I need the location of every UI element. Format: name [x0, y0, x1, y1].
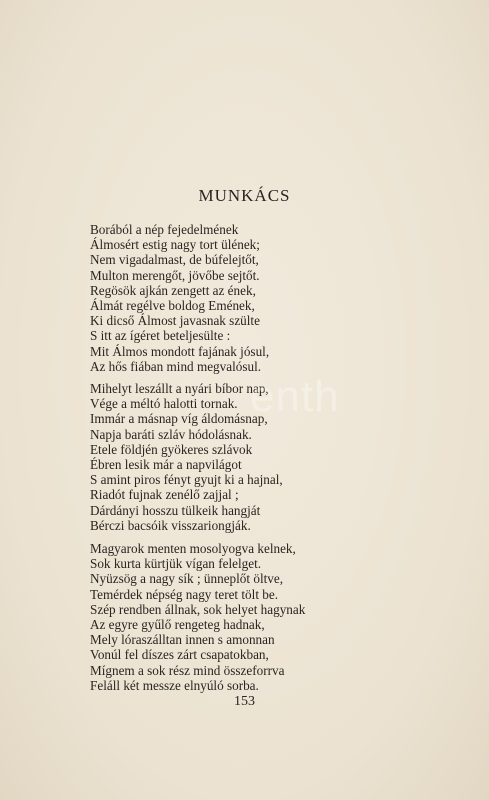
poem-line: Ki dicső Álmost javasnak szülte: [90, 313, 260, 329]
poem-line: Temérdek népség nagy teret tölt be.: [90, 586, 279, 602]
poem-line: Magyarok menten mosolyogva kelnek,: [90, 541, 296, 556]
poem-line: Az egyre gyűlő rengeteg hadnak,: [90, 617, 265, 633]
poem-line: Mihelyt leszállt a nyári bíbor nap,: [90, 381, 269, 396]
page-number: 153: [234, 694, 255, 709]
poem-line: Immár a másnap víg áldomásnap,: [90, 411, 268, 427]
poem-line: Etele földjén gyökeres szlávok: [90, 441, 253, 457]
poem-line: S amint piros fényt gyujt ki a hajnal,: [90, 472, 283, 488]
poem-line: Sok kurta kürtjük vígan felelget.: [90, 556, 262, 572]
poem-line: Mit Álmos mondott fajának jósul,: [90, 343, 270, 359]
poem-line: S itt az ígéret beteljesülte :: [90, 328, 231, 344]
poem-line: Nem vigadalmast, de búfelejtőt,: [90, 252, 259, 268]
poem-line: Bérczi bacsóik visszariongják.: [90, 517, 251, 533]
stanza-1: [90, 222, 420, 374]
poem-title: MUNKÁCS: [198, 186, 291, 205]
poem-line: Napja baráti szláv hódolásnak.: [90, 426, 252, 442]
poem-line: Mely lóraszálltan innen s amonnan: [90, 632, 275, 648]
poem-line: Vonúl fel díszes zárt csapatokban,: [90, 647, 269, 663]
poem-line: Az hős fiában mind megvalósul.: [90, 358, 262, 374]
watermark: enth: [250, 372, 340, 421]
poem-line: Multon merengőt, jövőbe sejtőt.: [90, 267, 260, 283]
poem-line: Álmosért estig nagy tort ülének;: [90, 237, 260, 253]
poem-line: Mígnem a sok rész mind összeforrva: [90, 662, 285, 678]
poem-line: Feláll két messze elnyúló sorba.: [90, 677, 259, 693]
poem-line: Szép rendben állnak, sok helyet hagynak: [90, 601, 306, 617]
poem-line: Vége a méltó halotti tornak.: [90, 396, 238, 412]
poem-line: Borából a nép fejedelmének: [90, 222, 239, 237]
poem-line: Riadót fujnak zenélő zajjal ;: [90, 487, 239, 503]
poem-line: Ébren lesik már a napvilágot: [90, 457, 242, 473]
poem-line: Nyüzsög a nagy sík ; ünneplőt öltve,: [90, 571, 284, 587]
stanza-3: [90, 541, 420, 693]
stanza-2: [90, 381, 420, 533]
poem-line: Regösök ajkán zengett az ének,: [90, 282, 256, 298]
poem-line: Álmát regélve boldog Emének,: [90, 298, 255, 314]
poem-line: Dárdányi hosszu tülkeik hangját: [90, 502, 261, 518]
